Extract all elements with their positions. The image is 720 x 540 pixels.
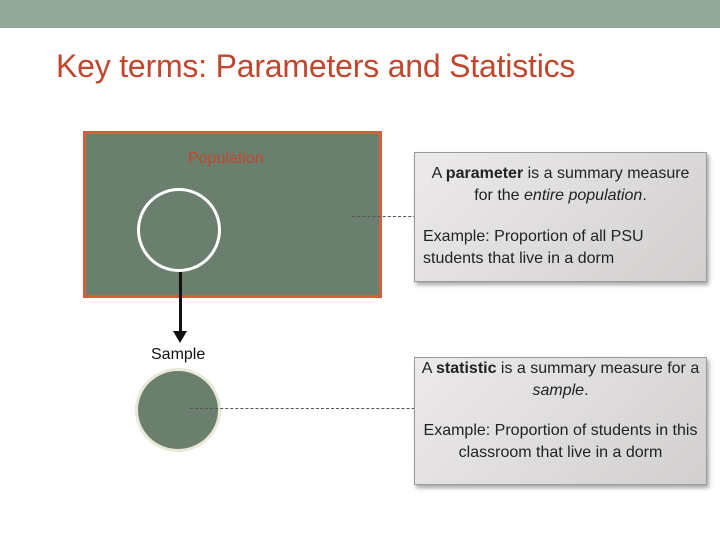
population-label: Population — [188, 150, 264, 167]
sampling-arrow-head — [173, 331, 187, 343]
statistic-callout — [414, 357, 707, 485]
slide-title: Key terms: Parameters and Statistics — [56, 48, 576, 84]
statistic-term: statistic — [436, 360, 497, 377]
statistic-example: Example: Proportion of students in this classroom that live in a dorm — [423, 422, 698, 461]
statistic-definition — [415, 358, 706, 402]
parameter-def-prefix: A — [431, 165, 446, 182]
parameter-definition — [415, 163, 706, 207]
parameter-def-middle: is a summary measure for the — [474, 165, 690, 204]
parameter-callout — [414, 152, 707, 282]
statistic-def-suffix: . — [584, 382, 589, 399]
sampling-arrow-shaft — [179, 272, 182, 334]
population-sample-circle-outline — [137, 188, 221, 272]
sample-circle — [135, 368, 221, 452]
statistic-def-prefix: A — [421, 360, 437, 377]
top-banner — [0, 0, 720, 28]
parameter-example: Example: Proportion of all PSU students that live in a dorm — [423, 228, 644, 267]
statistic-def-emphasis: sample — [532, 382, 585, 399]
parameter-term: parameter — [445, 165, 524, 182]
parameter-def-suffix: . — [642, 187, 647, 204]
sample-label: Sample — [151, 346, 206, 363]
parameter-def-emphasis: entire population — [524, 187, 643, 204]
statistic-def-middle: is a summary measure for a — [496, 360, 700, 377]
